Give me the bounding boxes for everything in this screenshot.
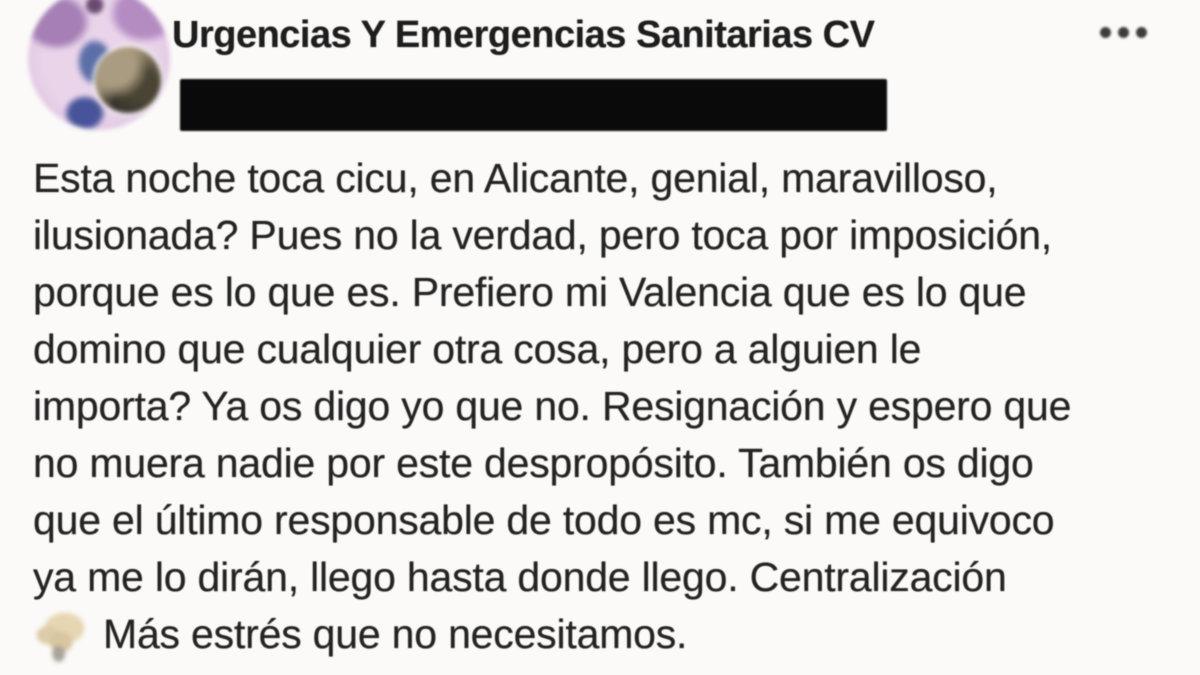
post-text-line: domino que cualquier otra cosa, pero a alguien le [33,326,922,372]
post-text-last: Más estrés que no necesitamos. [103,611,688,657]
post-text-line [33,606,1180,663]
post-text-line: ya me lo dirán, llego hasta donde llego. Centralización [33,554,1007,600]
post-text-line: ilusionada? Pues no la verdad, pero toca por imposición, [33,212,1052,258]
author-name[interactable]: Urgencias Y Emergencias Sanitarias CV [172,14,875,56]
more-options-button[interactable] [1098,18,1158,46]
thumbs-down-emoji [33,607,89,663]
post-text-line: que el último responsable de todo es mc, si me equivoco [33,497,1055,543]
ellipsis-icon [1136,27,1147,38]
post-text-line: porque es lo que es. Prefiero mi Valencia que es lo que [33,269,1027,315]
ellipsis-icon [1118,27,1129,38]
post-text [33,150,1180,663]
profile-picture-overlay-icon [95,47,161,113]
post-text-line: importa? Ya os digo yo que no. Resignación y espero que [33,383,1072,429]
ellipsis-icon [1100,27,1111,38]
redacted-timestamp-bar [180,79,887,131]
post-text-line: no muera nadie por este despropósito. También os digo [33,440,1034,486]
post-text-line: Esta noche toca cicu, en Alicante, genial, maravilloso, [33,155,998,201]
